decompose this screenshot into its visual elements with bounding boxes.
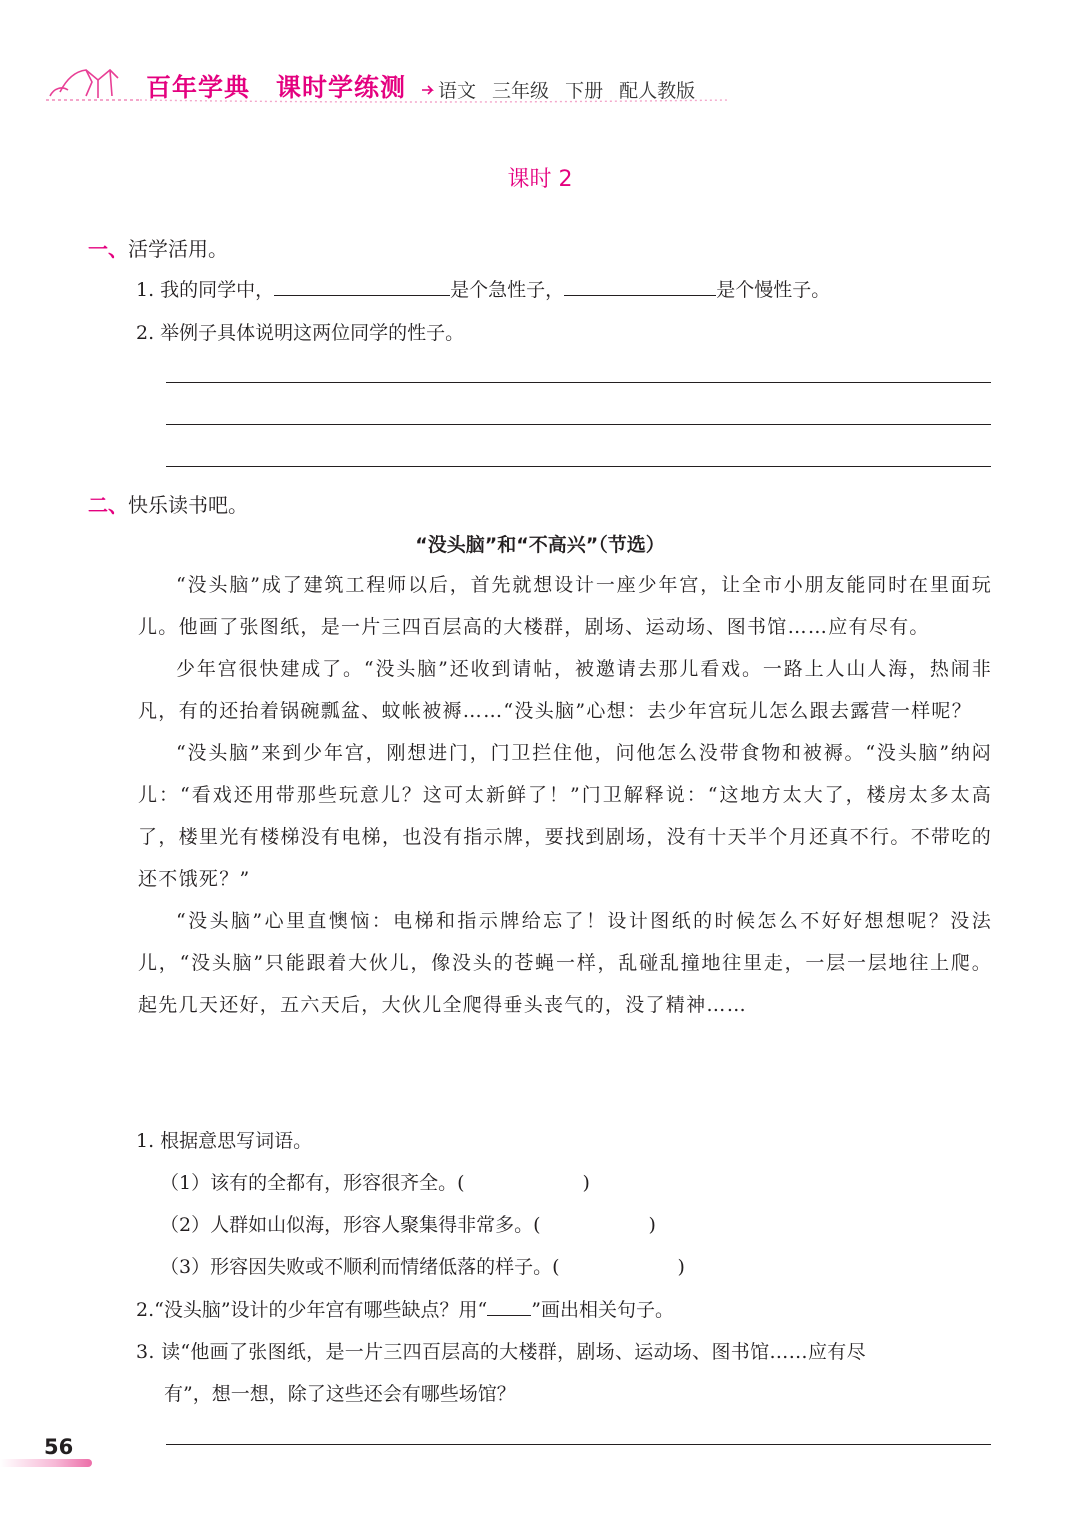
section1-number: 一、 [88, 237, 128, 261]
section2-title: 快乐读书吧。 [128, 493, 248, 517]
s1-q1-mid: 是个急性子， [450, 279, 565, 301]
answer-line[interactable] [166, 1444, 991, 1445]
s2-question-1: 1. 根据意思写词语。 [136, 1130, 313, 1152]
story-paragraph: “没头脑”成了建筑工程师以后，首先就想设计一座少年宫，让全市小朋友能同时在里面玩儿。他画了张图纸，是一片三四百层高的大楼群，剧场、运动场、图书馆……应有尽有。 [138, 574, 992, 638]
s2-q1-item-2 [160, 1210, 656, 1237]
section1-heading [88, 233, 228, 262]
page-number: 56 [44, 1435, 74, 1459]
section2-number: 二、 [88, 493, 128, 517]
arrow-icon [422, 86, 432, 94]
close-paren: ) [677, 1256, 685, 1278]
s1-q1-blank-1[interactable] [274, 275, 450, 296]
story-paragraph: 少年宫很快建成了。“没头脑”还收到请帖，被邀请去那儿看戏。一路上人山人海，热闹非凡，有的还抬着锅碗瓢盆、蚊帐被褥……“没头脑”心想：去少年宫玩儿怎么跟去露营一样呢？ [138, 658, 992, 722]
s2-q1-item-text: （1）该有的全都有，形容很齐全。( [160, 1172, 465, 1194]
s1-q1-suffix: 是个慢性子。 [716, 279, 831, 301]
s2-question-3-line2: 有”，想一想，除了这些还会有哪些场馆？ [164, 1383, 516, 1405]
s2-q1-item-3 [160, 1252, 685, 1279]
answer-line[interactable] [166, 382, 991, 383]
close-paren: ) [582, 1172, 590, 1194]
lesson-title: 课时 2 [507, 167, 573, 192]
answer-line[interactable] [166, 466, 991, 467]
s2-question-2 [136, 1295, 674, 1322]
answer-line[interactable] [166, 424, 991, 425]
s2-q1-item-text: （2）人群如山似海，形容人聚集得非常多。( [160, 1214, 541, 1236]
s2-q2-suffix: ”画出相关句子。 [531, 1299, 674, 1321]
close-paren: ) [648, 1214, 656, 1236]
s2-q1-item-1 [160, 1168, 590, 1195]
s2-question-3-line1: 3. 读“他画了张图纸，是一片三四百层高的大楼群，剧场、运动场、图书馆……应有尽 [136, 1341, 866, 1363]
s1-q1-prefix: 1. 我的同学中， [136, 279, 275, 301]
section2-heading [88, 489, 248, 518]
book-meta: 语文 三年级 下册 配人教版 [438, 80, 696, 102]
underline-sample [487, 1297, 531, 1316]
story-paragraph: “没头脑”来到少年宫，刚想进门，门卫拦住他，问他怎么没带食物和被褥。“没头脑”纳闷儿：“看戏还用带那些玩意儿？这可太新鲜了！”门卫解释说：“这地方太大了，楼房太多太高了，楼里光有楼梯没有电梯，也没有指示牌，要找到剧场，没有十天半个月还真不行。不带吃的还不饿死？” [138, 742, 992, 890]
story-text [138, 564, 992, 1026]
brand-name: 百年学典 [146, 73, 251, 102]
story-title: “没头脑”和“不高兴”（节选） [415, 534, 665, 556]
section1-title: 活学活用。 [128, 237, 228, 261]
s2-q1-item-text: （3）形容因失败或不顺利而情绪低落的样子。( [160, 1256, 560, 1278]
s1-q1-blank-2[interactable] [564, 275, 716, 296]
s1-question-1 [136, 275, 830, 302]
house-icon [50, 70, 118, 98]
s1-question-2: 2. 举例子具体说明这两位同学的性子。 [136, 322, 465, 344]
brand-title [146, 68, 406, 104]
story-paragraph: “没头脑”心里直懊恼：电梯和指示牌给忘了！设计图纸的时候怎么不好好想想呢？没法儿，“没头脑”只能跟着大伙儿，像没头的苍蝇一样，乱碰乱撞地往里走，一层一层地往上爬。起先几天还好，五六天后，大伙儿全爬得垂头丧气的，没了精神…… [138, 910, 992, 1016]
s2-q2-prefix: 2.“没头脑”设计的少年宫有哪些缺点？用“ [136, 1299, 488, 1321]
series-name: 课时学练测 [276, 73, 407, 102]
page-number-bar [0, 1459, 92, 1467]
